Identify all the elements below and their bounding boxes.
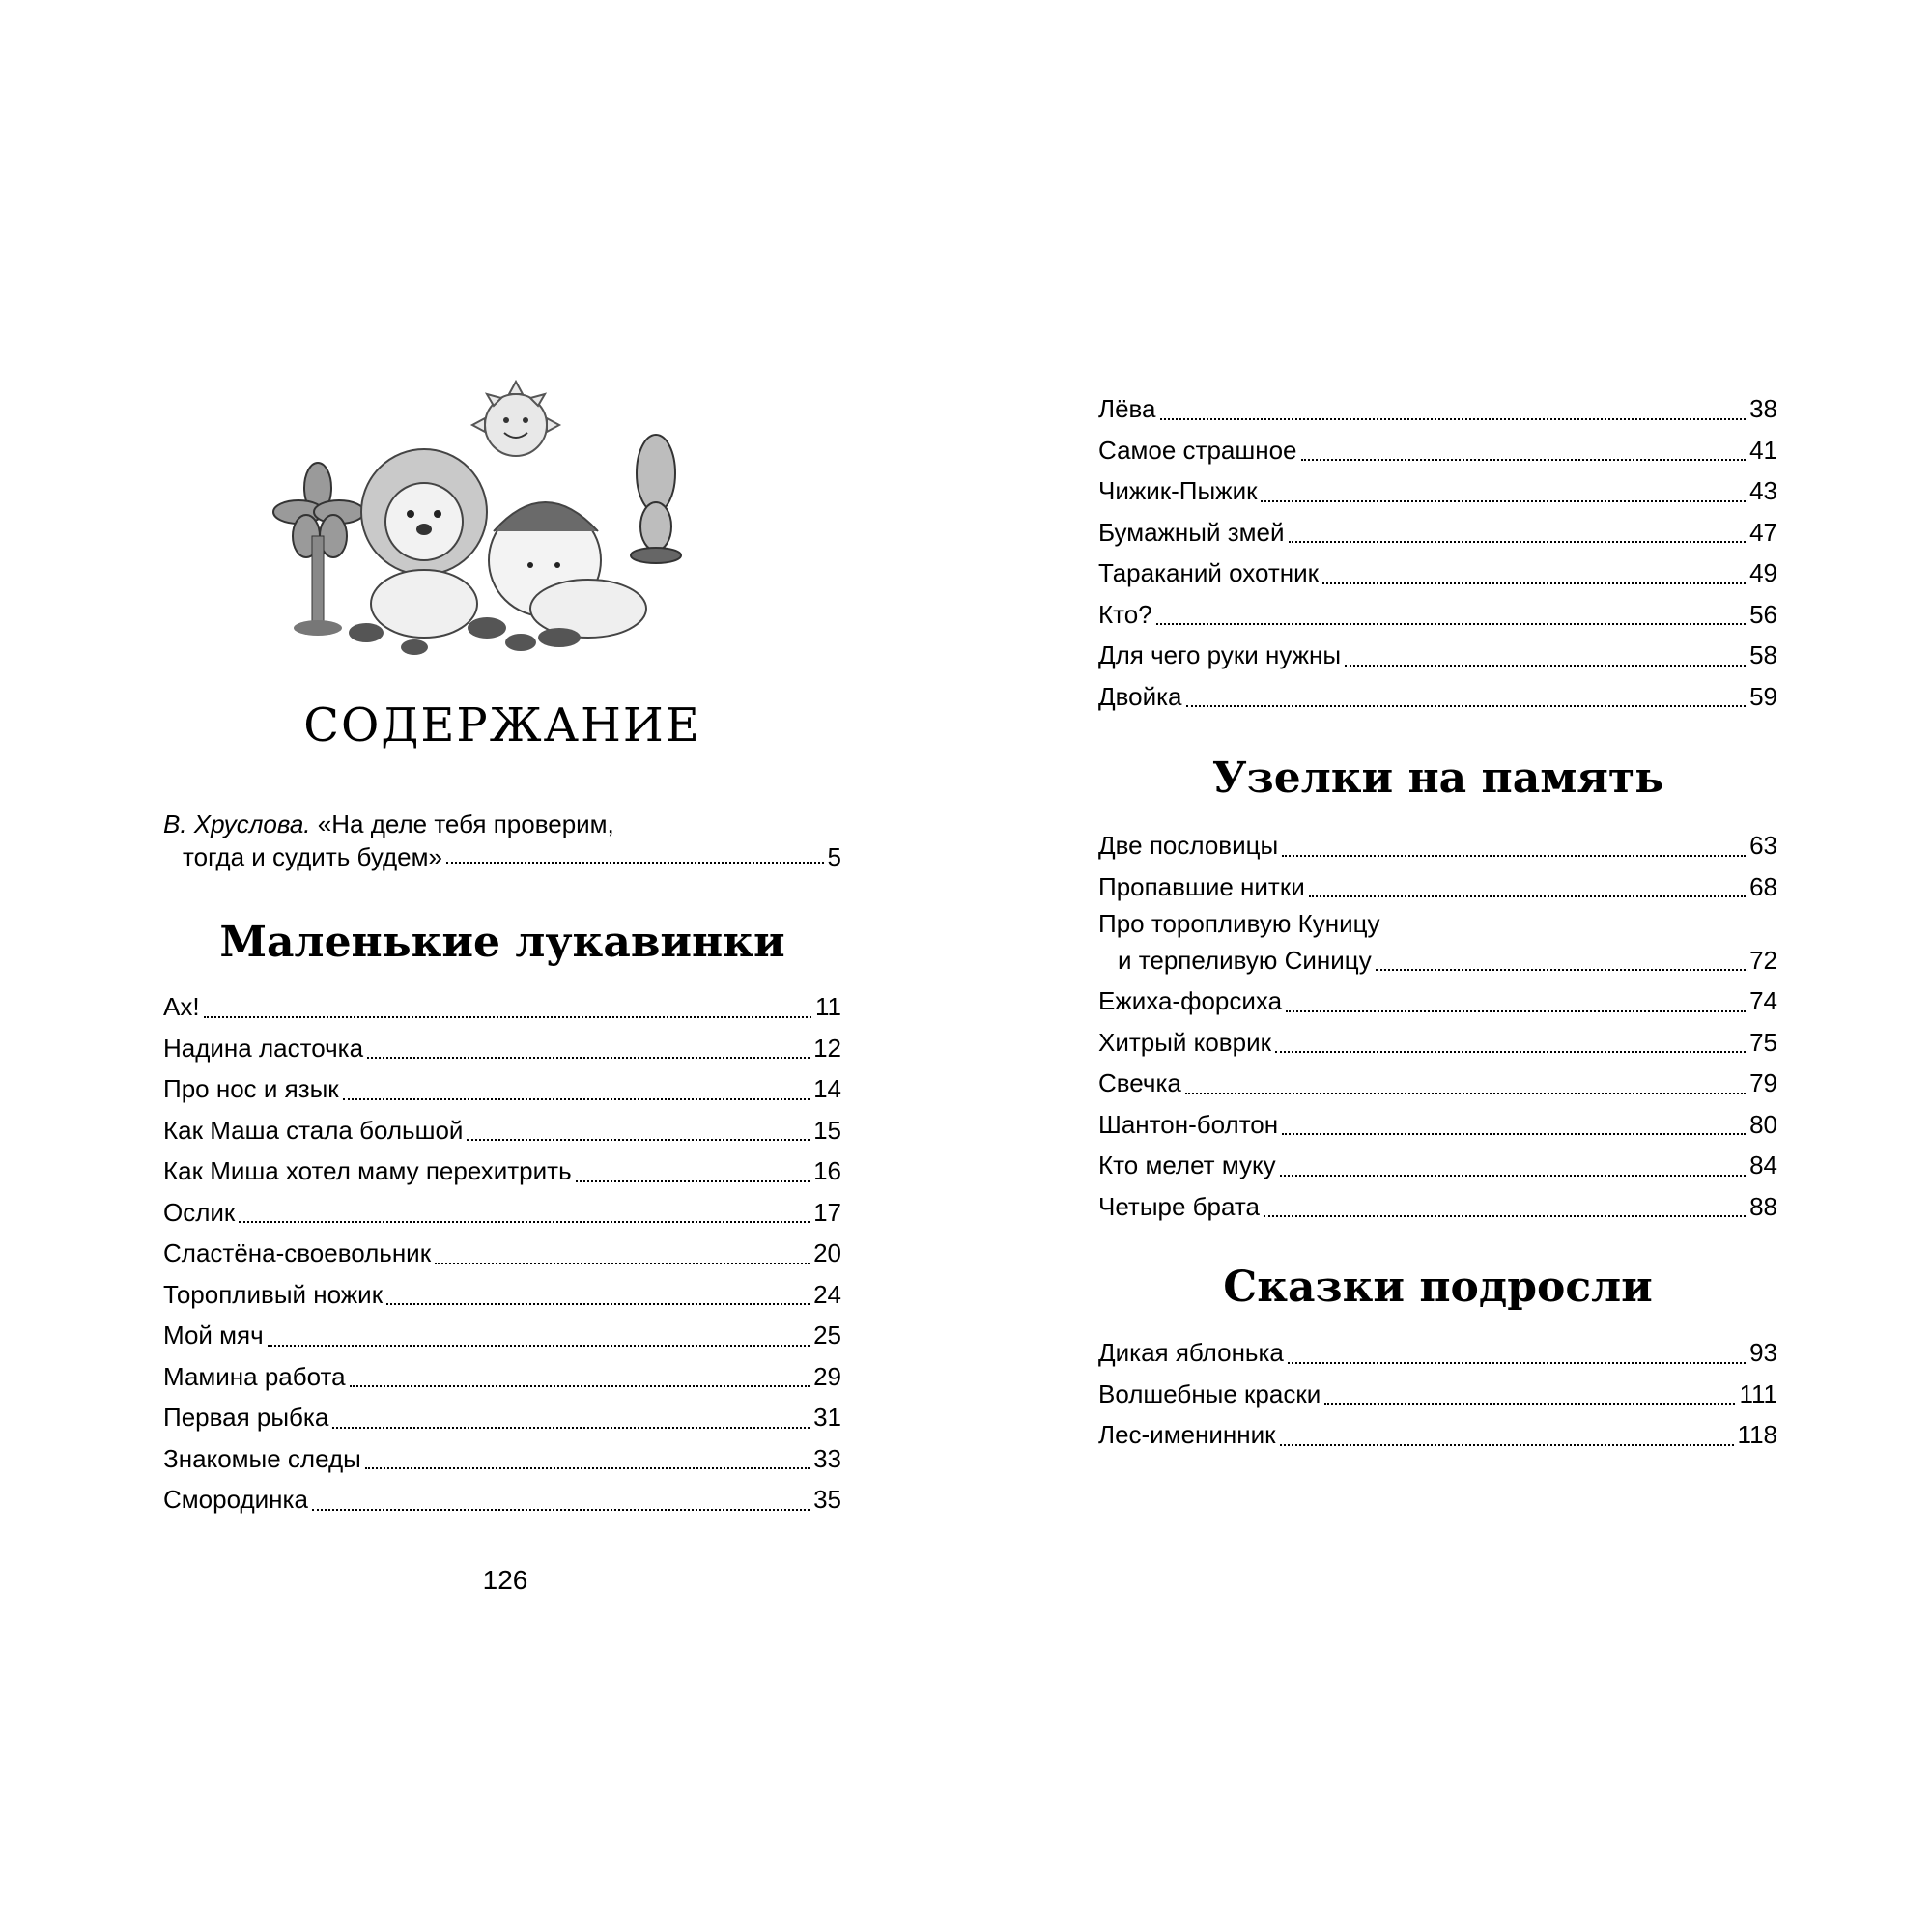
toc-entry-title: Чижик-Пыжик: [1098, 476, 1258, 505]
toc-entry-page: 41: [1749, 435, 1777, 465]
toc-entry[interactable]: [163, 1356, 841, 1398]
leader-dots: [1282, 855, 1746, 857]
toc-entry-title: Лёва: [1098, 394, 1156, 423]
leader-dots: [1185, 1093, 1746, 1094]
toc-entry[interactable]: [163, 986, 841, 1028]
toc-entry[interactable]: [1098, 1145, 1777, 1186]
toc-entry-title-line1: Про торопливую Куницу: [1098, 909, 1380, 938]
intro-title-line1: «На деле тебя проверим,: [310, 810, 614, 838]
leader-dots: [239, 1221, 810, 1223]
toc-entry[interactable]: [163, 1397, 841, 1438]
toc-entry-title: Для чего руки нужны: [1098, 640, 1342, 669]
toc-entry-title: Знакомые следы: [163, 1443, 361, 1473]
toc-entry-page: 35: [813, 1485, 841, 1514]
toc-entry-page: 47: [1749, 517, 1777, 547]
toc-entry-page: 118: [1737, 1420, 1777, 1449]
toc-entry-page: 68: [1749, 871, 1777, 901]
toc-entry-page: 63: [1749, 831, 1777, 860]
toc-entry[interactable]: [1098, 1104, 1777, 1146]
toc-entry-title: Четыре брата: [1098, 1191, 1260, 1221]
leader-dots: [1275, 1051, 1746, 1053]
toc-entry-page: 58: [1749, 640, 1777, 669]
toc-entry-page: 17: [813, 1197, 841, 1227]
toc-entry-title-line2: и терпеливую Синицу: [1118, 946, 1372, 975]
toc-entry-page: 15: [813, 1115, 841, 1145]
toc-entry-title: Первая рыбка: [163, 1403, 329, 1432]
toc-entry-title: Смородинка: [163, 1485, 308, 1514]
toc-entry-page: 72: [1749, 946, 1777, 975]
toc-entry-page: 93: [1749, 1338, 1777, 1367]
leader-dots: [1160, 418, 1747, 420]
section1-list-continued: [1098, 388, 1777, 717]
toc-entry[interactable]: [1098, 867, 1777, 908]
leader-dots: [467, 1139, 810, 1141]
toc-entry-title: Торопливый ножик: [163, 1279, 384, 1309]
toc-entry[interactable]: [163, 1110, 841, 1151]
section3-list: [1098, 1332, 1777, 1456]
leader-dots: [1261, 500, 1746, 502]
page-number: 126: [482, 1565, 528, 1595]
toc-entry[interactable]: [1098, 553, 1777, 594]
leader-dots: [343, 1098, 810, 1100]
toc-entry-title: Как Миша хотел маму перехитрить: [163, 1156, 572, 1185]
toc-entry-title: Мой мяч: [163, 1321, 264, 1350]
toc-entry-title: Волшебные краски: [1098, 1378, 1321, 1408]
toc-entry[interactable]: [1098, 430, 1777, 471]
leader-dots: [1376, 969, 1746, 971]
toc-entry[interactable]: [163, 1151, 841, 1192]
toc-entry[interactable]: [1098, 1022, 1777, 1064]
section2-list-part2: [1098, 980, 1777, 1227]
leader-dots: [1324, 1403, 1735, 1405]
toc-entry-page: 38: [1749, 394, 1777, 423]
leader-dots: [576, 1180, 810, 1182]
illustration-icon: [270, 367, 704, 657]
leader-dots: [386, 1303, 810, 1305]
section-heading-skazki-podrosli: Сказки подросли: [1223, 1263, 1653, 1312]
section2-list-part1: [1098, 825, 1777, 907]
toc-entry-page: 43: [1749, 476, 1777, 505]
leader-dots: [1282, 1133, 1746, 1135]
toc-entry-page: 29: [813, 1361, 841, 1391]
leader-dots: [350, 1385, 810, 1387]
leader-dots: [367, 1057, 810, 1059]
toc-entry-title: Кто?: [1098, 599, 1152, 629]
toc-entry-two-line[interactable]: [1098, 907, 1777, 980]
toc-entry[interactable]: [1098, 676, 1777, 718]
leader-dots: [1301, 459, 1747, 461]
toc-entry[interactable]: [1098, 1063, 1777, 1104]
toc-entry-page: 12: [813, 1033, 841, 1063]
toc-entry-title: Свечка: [1098, 1068, 1181, 1097]
toc-entry[interactable]: [1098, 1414, 1777, 1456]
toc-entry[interactable]: [163, 1315, 841, 1356]
intro-title-line2: тогда и судить будем»: [183, 842, 442, 871]
section-heading-uzelki-na-pamyat: Узелки на память: [1211, 753, 1664, 803]
toc-entry[interactable]: [1098, 512, 1777, 554]
toc-entry-page: 111: [1739, 1378, 1777, 1408]
toc-entry-title: Двойка: [1098, 681, 1182, 711]
toc-entry[interactable]: [1098, 1332, 1777, 1374]
toc-entry[interactable]: [1098, 825, 1777, 867]
leader-dots: [1156, 623, 1746, 625]
intro-line2: [163, 840, 841, 873]
toc-entry[interactable]: [163, 1028, 841, 1069]
intro-page: 5: [827, 842, 841, 871]
toc-entry-title: Надина ласточка: [163, 1033, 364, 1063]
toc-entry[interactable]: [163, 1479, 841, 1520]
leader-dots: [1186, 705, 1747, 707]
section1-list: [163, 986, 841, 1520]
leader-dots: [435, 1263, 810, 1264]
toc-entry-page: 79: [1749, 1068, 1777, 1097]
contents-heading: СОДЕРЖАНИЕ: [303, 698, 701, 753]
leader-dots: [268, 1345, 810, 1347]
toc-entry[interactable]: [1098, 388, 1777, 430]
intro-line1: [163, 808, 841, 840]
toc-entry[interactable]: [1098, 1374, 1777, 1415]
leader-dots: [1286, 1010, 1746, 1012]
leader-dots: [204, 1016, 811, 1018]
toc-entry-page: 14: [813, 1074, 841, 1103]
toc-entry[interactable]: [163, 1068, 841, 1110]
toc-entry-page: 74: [1749, 986, 1777, 1015]
toc-entry[interactable]: [1098, 1186, 1777, 1228]
toc-entry-page: 20: [813, 1238, 841, 1267]
intro-author: В. Хруслова.: [163, 810, 311, 838]
toc-entry-title: Пропавшие нитки: [1098, 871, 1305, 901]
leader-dots: [365, 1467, 810, 1469]
toc-entry-page: 24: [813, 1279, 841, 1309]
toc-entry[interactable]: [1098, 594, 1777, 636]
toc-entry-title: Дикая яблонька: [1098, 1338, 1284, 1367]
leader-dots: [1289, 541, 1747, 543]
toc-entry[interactable]: [163, 1233, 841, 1274]
toc-entry-title: Шантон-болтон: [1098, 1109, 1279, 1139]
toc-entry-title: Тараканий охотник: [1098, 558, 1320, 587]
toc-entry-title: Лес-именинник: [1098, 1420, 1276, 1449]
toc-entry-page: 49: [1749, 558, 1777, 587]
leader-dots: [1345, 665, 1746, 667]
toc-entry-title: Сластёна-своевольник: [163, 1238, 432, 1267]
toc-entry[interactable]: [163, 1438, 841, 1480]
toc-entry-title: Мамина работа: [163, 1361, 346, 1391]
toc-entry-page: 33: [813, 1443, 841, 1473]
toc-entry-page: 59: [1749, 681, 1777, 711]
toc-entry-page: 16: [813, 1156, 841, 1185]
toc-entry-page: 88: [1749, 1191, 1777, 1221]
toc-entry[interactable]: [1098, 980, 1777, 1022]
toc-entry-title: Бумажный змей: [1098, 517, 1285, 547]
toc-entry[interactable]: [1098, 635, 1777, 676]
toc-entry-page: 31: [813, 1403, 841, 1432]
toc-entry-title: Хитрый коврик: [1098, 1027, 1271, 1057]
toc-entry-page: 84: [1749, 1151, 1777, 1179]
toc-entry-title: Две пословицы: [1098, 831, 1279, 860]
toc-entry[interactable]: [163, 1192, 841, 1234]
toc-entry-title: Кто мелет муку: [1098, 1151, 1276, 1179]
leader-dots: [1280, 1175, 1746, 1177]
toc-entry-page: 25: [813, 1321, 841, 1350]
toc-entry-page: 75: [1749, 1027, 1777, 1057]
toc-entry-title: Ах!: [163, 992, 200, 1021]
leader-dots: [312, 1509, 810, 1511]
intro-entry[interactable]: [163, 808, 841, 873]
toc-entry-page: 80: [1749, 1109, 1777, 1139]
toc-entry-title: Ежиха-форсиха: [1098, 986, 1283, 1015]
toc-entry[interactable]: [1098, 470, 1777, 512]
toc-entry-page: 56: [1749, 599, 1777, 629]
toc-entry-title: Самое страшное: [1098, 435, 1297, 465]
toc-entry-title: Как Маша стала большой: [163, 1115, 464, 1145]
leader-dots: [1322, 582, 1746, 584]
leader-dots: [446, 862, 824, 864]
toc-entry-page: 11: [815, 992, 841, 1021]
toc-entry[interactable]: [163, 1274, 841, 1316]
illustration-lion-and-baby: [270, 367, 704, 657]
toc-entry-title: Ослик: [163, 1197, 236, 1227]
leader-dots: [1264, 1215, 1746, 1217]
section2-list: [1098, 825, 1777, 1227]
leader-dots: [1309, 895, 1746, 897]
section-heading-malenkie-lukavinki: Маленькие лукавинки: [219, 918, 785, 967]
leader-dots: [1288, 1362, 1746, 1364]
leader-dots: [1280, 1444, 1734, 1446]
toc-entry-title: Про нос и язык: [163, 1074, 339, 1103]
leader-dots: [332, 1427, 810, 1429]
